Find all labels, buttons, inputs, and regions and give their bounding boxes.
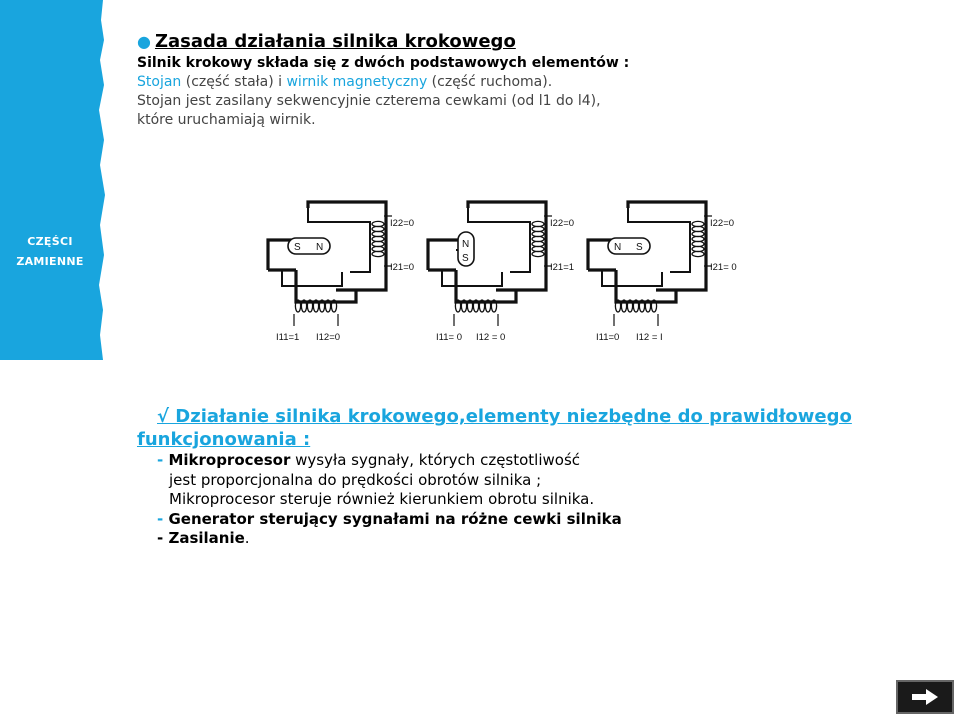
current-label-i21: I21= 0 (710, 262, 737, 273)
current-label-i21: I21=1 (550, 262, 575, 273)
sidebar-label-line1: CZĘŚCI (27, 235, 73, 248)
requirements-heading-line2: funkcjonowania : (137, 429, 311, 450)
sidebar-label-line2: ZAMIENNE (16, 255, 84, 268)
current-label-i12: I12=0 (316, 332, 341, 343)
item-generator (137, 510, 917, 530)
requirements-heading (137, 405, 917, 451)
stator-yoke (468, 208, 530, 272)
item-power (137, 529, 917, 549)
rotor-pole-right: N (316, 242, 324, 253)
intro-line-1: Silnik krokowy składa się z dwóch podstawowych elementów : (137, 55, 630, 71)
motor-panel-3 (588, 202, 737, 343)
coil-leads (614, 216, 712, 326)
item-generator-bold: Generator sterujący sygnałami na różne cewki silnika (168, 509, 622, 528)
intro-line-2 (137, 73, 757, 92)
current-label-i22: I22=0 (550, 218, 575, 229)
current-label-i12: I12 = I (636, 332, 663, 343)
item-microprocessor (137, 451, 917, 471)
dash-marker: - (157, 529, 169, 547)
item-microprocessor-cont1: jest proporcjonalna do prędkości obrotów silnika ; (169, 470, 542, 489)
item-microprocessor-cont2: Mikroprocesor steruje również kierunkiem obrotu silnika. (169, 490, 595, 508)
current-label-i11: I11= 0 (436, 332, 462, 343)
dash-marker: - (157, 451, 169, 469)
coil-leads (294, 216, 392, 326)
intro-line-4: które uruchamiają wirnik. (137, 112, 316, 128)
item-power-bold: Zasilanie (168, 529, 245, 547)
rotor-pole-right: S (636, 242, 643, 253)
current-label-i21: I21=0 (390, 262, 415, 273)
intro-line-2-part-a: (część stała) i (181, 74, 287, 90)
arrow-right-icon (910, 687, 940, 707)
item-microprocessor-rest: wysyła sygnały, których częstotliwość (290, 451, 581, 469)
intro-line-3: Stojan jest zasilany sekwencyjnie czterema cewkami (od l1 do l4), (137, 93, 601, 109)
stojan-term: Stojan (137, 74, 182, 90)
rotor-pole-bottom: S (462, 253, 469, 264)
sidebar-panel (0, 0, 110, 360)
current-label-i11: I11=0 (596, 332, 620, 343)
rotor-pole-top: N (462, 239, 470, 250)
slide-title-text: Zasada działania silnika krokowego (154, 31, 516, 52)
motor-panel-1 (268, 202, 414, 343)
next-slide-button[interactable] (896, 680, 954, 714)
current-label-i11: I11=1 (276, 332, 300, 343)
current-label-i22: I22=0 (390, 218, 415, 229)
intro-section (137, 31, 757, 130)
item-power-rest: . (244, 529, 250, 547)
slide-title (137, 31, 757, 53)
stator-pole-lines (282, 250, 342, 286)
stator-pole-lines (602, 250, 662, 286)
sidebar-label (0, 232, 100, 272)
current-label-i22: I22=0 (710, 218, 735, 229)
item-microprocessor-bold: Mikroprocesor (168, 451, 291, 469)
requirements-heading-line1: √ Działanie silnika krokowego,elementy niezbędne do prawidłowego (157, 406, 852, 427)
current-label-i12: I12 = 0 (476, 332, 506, 343)
intro-line-2-part-b: (część ruchoma). (427, 74, 553, 90)
stepper-diagram-svg (258, 194, 738, 349)
wirnik-term: wirnik magnetyczny (286, 74, 428, 90)
dash-marker: - (157, 509, 169, 528)
rotor-pole-left: S (294, 242, 301, 253)
rotor-pole-left: N (614, 242, 622, 253)
motor-panel-2 (428, 202, 574, 343)
sidebar-brush-shape (0, 0, 110, 360)
stepper-motor-diagram (258, 194, 738, 353)
bullet-icon: ● (137, 32, 151, 51)
requirements-section (137, 405, 917, 549)
